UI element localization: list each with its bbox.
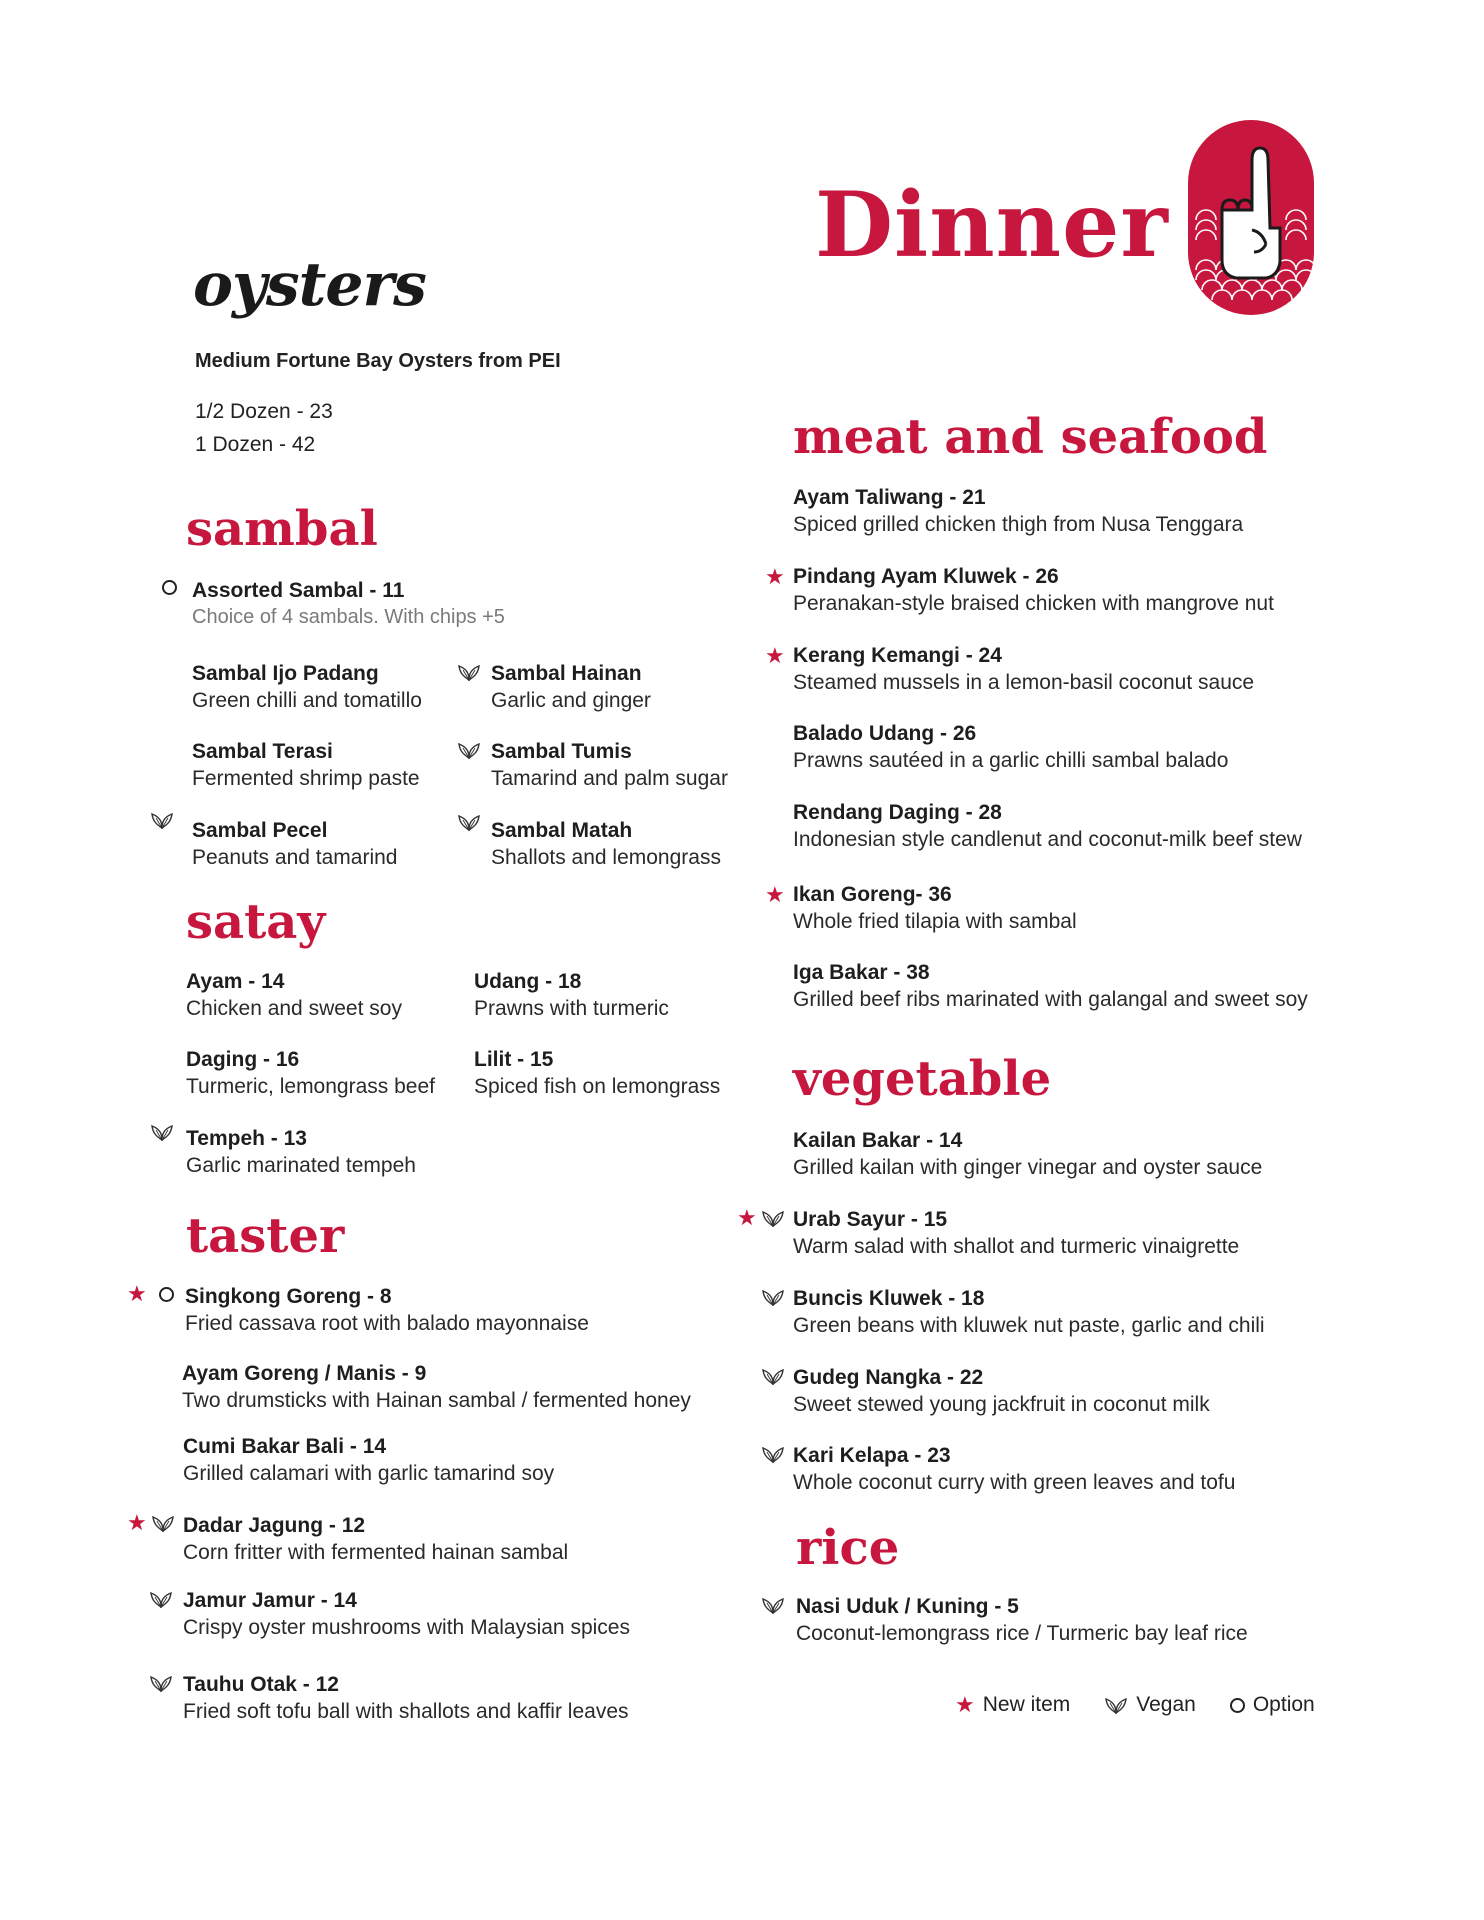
new-item-icon: ★: [955, 1692, 975, 1717]
menu-item: Buncis Kluwek - 18 Green beans with kluwek nut paste, garlic and chili: [793, 1285, 1393, 1339]
satay-title: satay: [186, 894, 326, 950]
vegan-icon: [150, 811, 174, 829]
vegan-icon: [151, 1514, 175, 1532]
menu-item: Iga Bakar - 38 Grilled beef ribs marinated with galangal and sweet soy: [793, 961, 1308, 1011]
menu-item: Sambal Tumis Tamarind and palm sugar: [491, 738, 751, 792]
option-icon: [1230, 1698, 1245, 1713]
menu-item: Ayam - 14 Chicken and sweet soy: [186, 970, 402, 1020]
taster-title: taster: [186, 1208, 345, 1264]
rice-title: rice: [796, 1520, 900, 1576]
new-item-icon: ★: [765, 882, 785, 907]
vegan-icon: [761, 1367, 785, 1385]
sambal-title: sambal: [186, 501, 378, 557]
oyster-price-half: 1/2 Dozen - 23: [195, 400, 333, 423]
menu-item: Tempeh - 13 Garlic marinated tempeh: [186, 1125, 456, 1179]
vegan-icon: [761, 1288, 785, 1306]
menu-item: ★ Kerang Kemangi - 24 Steamed mussels in a lemon-basil coconut sauce: [765, 643, 1255, 694]
vegan-icon: [761, 1596, 785, 1614]
oysters-title: oysters: [193, 250, 426, 320]
menu-item: Lilit - 15 Spiced fish on lemongrass: [474, 1048, 721, 1098]
new-item-icon: ★: [127, 1510, 147, 1535]
menu-item: Nasi Uduk / Kuning - 5 Coconut-lemongrass rice / Turmeric bay leaf rice: [796, 1593, 1396, 1647]
menu-item: ★ Pindang Ayam Kluwek - 26 Peranakan-style braised chicken with mangrove nut: [765, 564, 1274, 615]
menu-item: Gudeg Nangka - 22 Sweet stewed young jackfruit in coconut milk: [793, 1364, 1393, 1418]
vegan-icon: [150, 1123, 174, 1141]
menu-item: Sambal Hainan Garlic and ginger: [491, 660, 751, 714]
new-item-icon: ★: [127, 1281, 147, 1306]
legend-vegan: Vegan: [1136, 1693, 1196, 1716]
new-item-icon: ★: [765, 643, 785, 668]
menu-item: Ayam Taliwang - 21 Spiced grilled chicken thigh from Nusa Tenggara: [793, 486, 1244, 536]
menu-item: Assorted Sambal - 11 Choice of 4 sambals. With chips +5: [192, 577, 752, 631]
vegan-icon: [149, 1674, 173, 1692]
menu-item: Sambal Matah Shallots and lemongrass: [491, 817, 751, 871]
menu-item: Rendang Daging - 28 Indonesian style candlenut and coconut-milk beef stew: [793, 801, 1302, 851]
menu-item: ★ Dadar Jagung - 12 Corn fritter with fermented hainan sambal: [127, 1510, 569, 1564]
oyster-price-dozen: 1 Dozen - 42: [195, 433, 316, 456]
menu-item: Kailan Bakar - 14 Grilled kailan with ginger vinegar and oyster sauce: [793, 1129, 1263, 1179]
new-item-icon: ★: [737, 1205, 757, 1230]
option-icon: [162, 580, 177, 595]
vegetable-title: vegetable: [793, 1051, 1052, 1107]
vegan-icon: [1104, 1696, 1128, 1714]
vegan-icon: [457, 741, 481, 759]
meat-seafood-title: meat and seafood: [793, 409, 1268, 465]
menu-item: ★ Singkong Goreng - 8 Fried cassava root with balado mayonnaise: [127, 1281, 589, 1335]
menu-item: ★ Ikan Goreng- 36 Whole fried tilapia with sambal: [765, 882, 1077, 933]
menu-item: Sambal Terasi Fermented shrimp paste: [192, 740, 420, 790]
menu-item: Daging - 16 Turmeric, lemongrass beef: [186, 1048, 435, 1098]
vegan-icon: [149, 1590, 173, 1608]
page-title: Dinner: [815, 172, 1169, 278]
menu-item: Udang - 18 Prawns with turmeric: [474, 970, 669, 1020]
restaurant-logo: [1188, 120, 1314, 315]
menu-item: ★ Urab Sayur - 15 Warm salad with shallot and turmeric vinaigrette: [737, 1205, 1240, 1258]
menu-item: Cumi Bakar Bali - 14 Grilled calamari with garlic tamarind soy: [183, 1435, 555, 1485]
legend: [955, 1693, 1315, 1717]
menu-item: Tauhu Otak - 12 Fried soft tofu ball with shallots and kaffir leaves: [183, 1671, 743, 1725]
legend-option: Option: [1252, 1693, 1315, 1716]
menu-item: Kari Kelapa - 23 Whole coconut curry with green leaves and tofu: [793, 1442, 1393, 1496]
oysters-subtitle: Medium Fortune Bay Oysters from PEI: [195, 350, 561, 372]
vegan-icon: [457, 663, 481, 681]
menu-item: Balado Udang - 26 Prawns sautéed in a garlic chilli sambal balado: [793, 722, 1229, 772]
vegan-icon: [761, 1209, 785, 1227]
menu-item: Sambal Ijo Padang Green chilli and tomatillo: [192, 662, 422, 712]
option-icon: [159, 1287, 174, 1302]
vegan-icon: [761, 1445, 785, 1463]
new-item-icon: ★: [765, 564, 785, 589]
menu-item: Sambal Pecel Peanuts and tamarind: [192, 817, 452, 871]
menu-item: Ayam Goreng / Manis - 9 Two drumsticks with Hainan sambal / fermented honey: [182, 1362, 691, 1412]
menu-item: Jamur Jamur - 14 Crispy oyster mushrooms with Malaysian spices: [183, 1587, 743, 1641]
vegan-icon: [457, 813, 481, 831]
legend-new-item: New item: [982, 1693, 1071, 1716]
